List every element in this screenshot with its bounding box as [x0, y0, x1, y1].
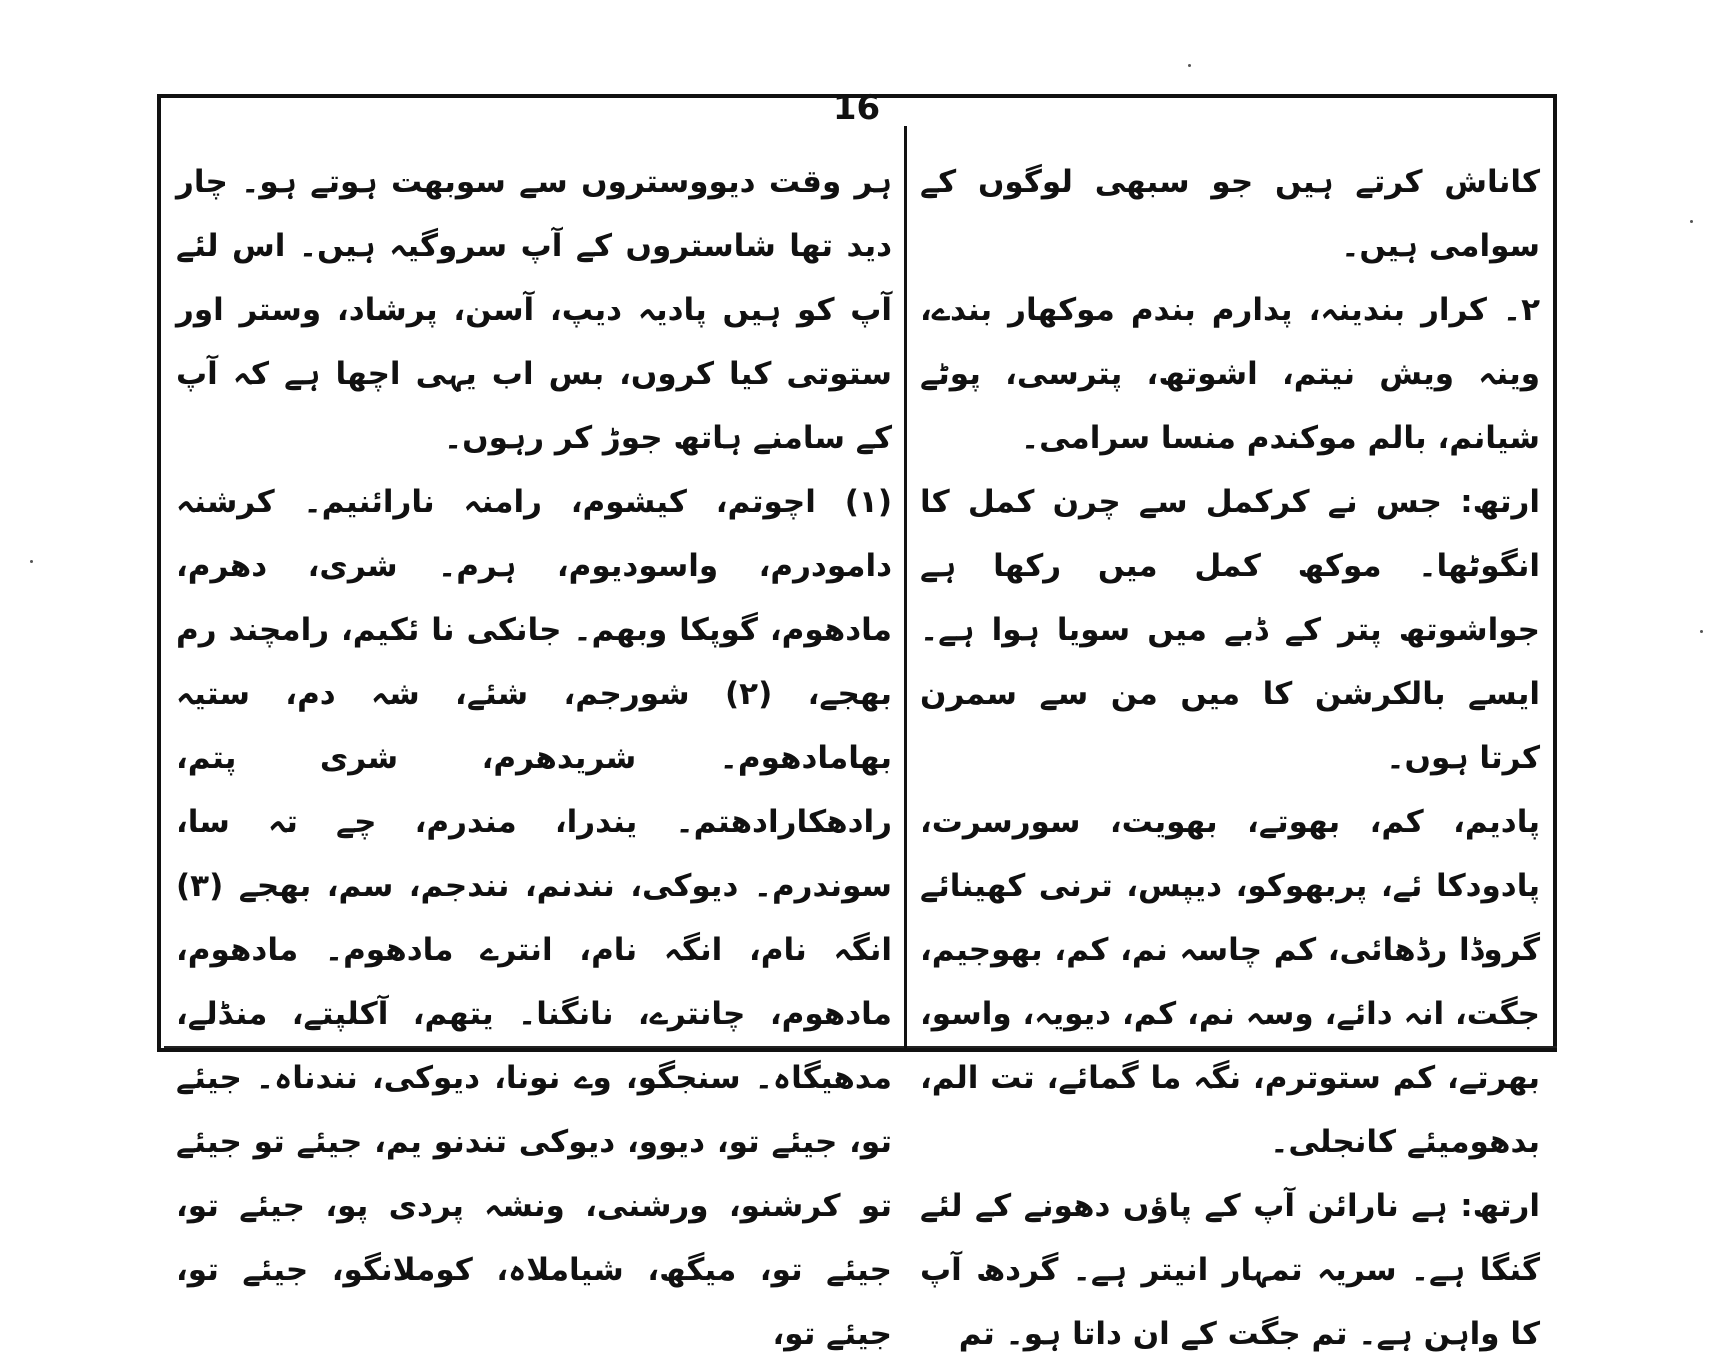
scan-speck: [1700, 630, 1703, 633]
page-number: 16: [832, 88, 881, 128]
scan-speck: [1188, 64, 1191, 67]
scan-speck: [1690, 220, 1693, 223]
left-paragraph-2: (۱) اچوتم، کیشوم، رامنہ نارائنیم۔ کرشنہ دامودرم، واسودیوم، ہرم۔ شری، دھرم، مادھوم، گوپکا وبھم۔ جانکی نا ئکیم، رامچند رم بھجے، (۲) شورجم، شئے، شہ دم، ستیہ بھامادھوم۔ شریدھرم، شری پتم، رادھکارادھتم۔ یندرا، مندرم، چے تہ سا، سوندرم۔ دیوکی، نندنم، نندجم، سم، بھجے (۳) انگہ نام، انگہ نام، انترے مادھوم۔ مادھوم، مادھوم، چانترے، نانگنا۔ یتھم، آکلپتے، منڈلے، مدھیگاہ۔ سنجگو، وے نونا، دیوکی، نندناہ۔ جیئے تو، جیئے تو، دیوو، دیوکی تندنو یم، جیئے تو جیئے تو کرشنو، ورشنی، ونشہ پردی پو، جیئے تو، جیئے تو، میگھ، شیاملاہ، کوملانگو، جیئے تو، جیئے تو،: [176, 484, 892, 1352]
right-paragraph-1: کاناش کرتے ہیں جو سبھی لوگوں کے سوامی ہیں۔: [920, 164, 1540, 264]
right-paragraph-2: ۲۔ کرار بندینہ، پدارم بندم موکھار بندے، وینہ ویش نیتم، اشوتھ، پترسی، پوٹے شیانم، بالم موکندم منسا سرامی۔: [920, 292, 1540, 456]
left-paragraph-1: ہر وقت دیووستروں سے سوبھت ہوتے ہو۔ چار دید تھا شاستروں کے آپ سروگیہ ہیں۔ اس لئے آپ کو ہیں پادیہ دیپ، آسن، پرشاد، وستر اور ستوتی کیا کروں، بس اب یہی اچھا ہے کہ آپ کے سامنے ہاتھ جوڑ کر رہوں۔: [176, 164, 892, 456]
scan-speck: [30, 560, 33, 563]
right-paragraph-5: ارتھ: ہے نارائن آپ کے پاؤں دھونے کے لئے گنگا ہے۔ سریہ تمہار انیتر ہے۔ گردھ آپ کا واہن ہے۔ تم جگت کے ان داتا ہو۔ تم: [920, 1188, 1540, 1352]
right-column: [920, 150, 1540, 1366]
right-paragraph-4: پادیم، کم، بھوتے، بھویت، سورسرت، پادودکا ئے، پربھوکو، دیپس، ترنی کھینائے گروڈا رڈھائی، کم چاسہ نم، کم، بھوجیم، جگت، انہ دائے، وسہ نم، کم، دیویہ، واسو، بھرتے، کم ستوترم، نگہ ما گمائے، تت الم، بدھومیئے کانجلی۔: [920, 804, 1540, 1160]
right-paragraph-3: ارتھ: جس نے کرکمل سے چرن کمل کا انگوٹھا۔ موکھ کمل میں رکھا ہے جواشوتھ پتر کے ڈبے میں سویا ہوا ہے۔ ایسے بالکرشن کا میں من سے سمرن کرتا ہوں۔: [920, 484, 1540, 776]
left-column: [176, 150, 892, 1366]
column-divider: [904, 126, 907, 1050]
